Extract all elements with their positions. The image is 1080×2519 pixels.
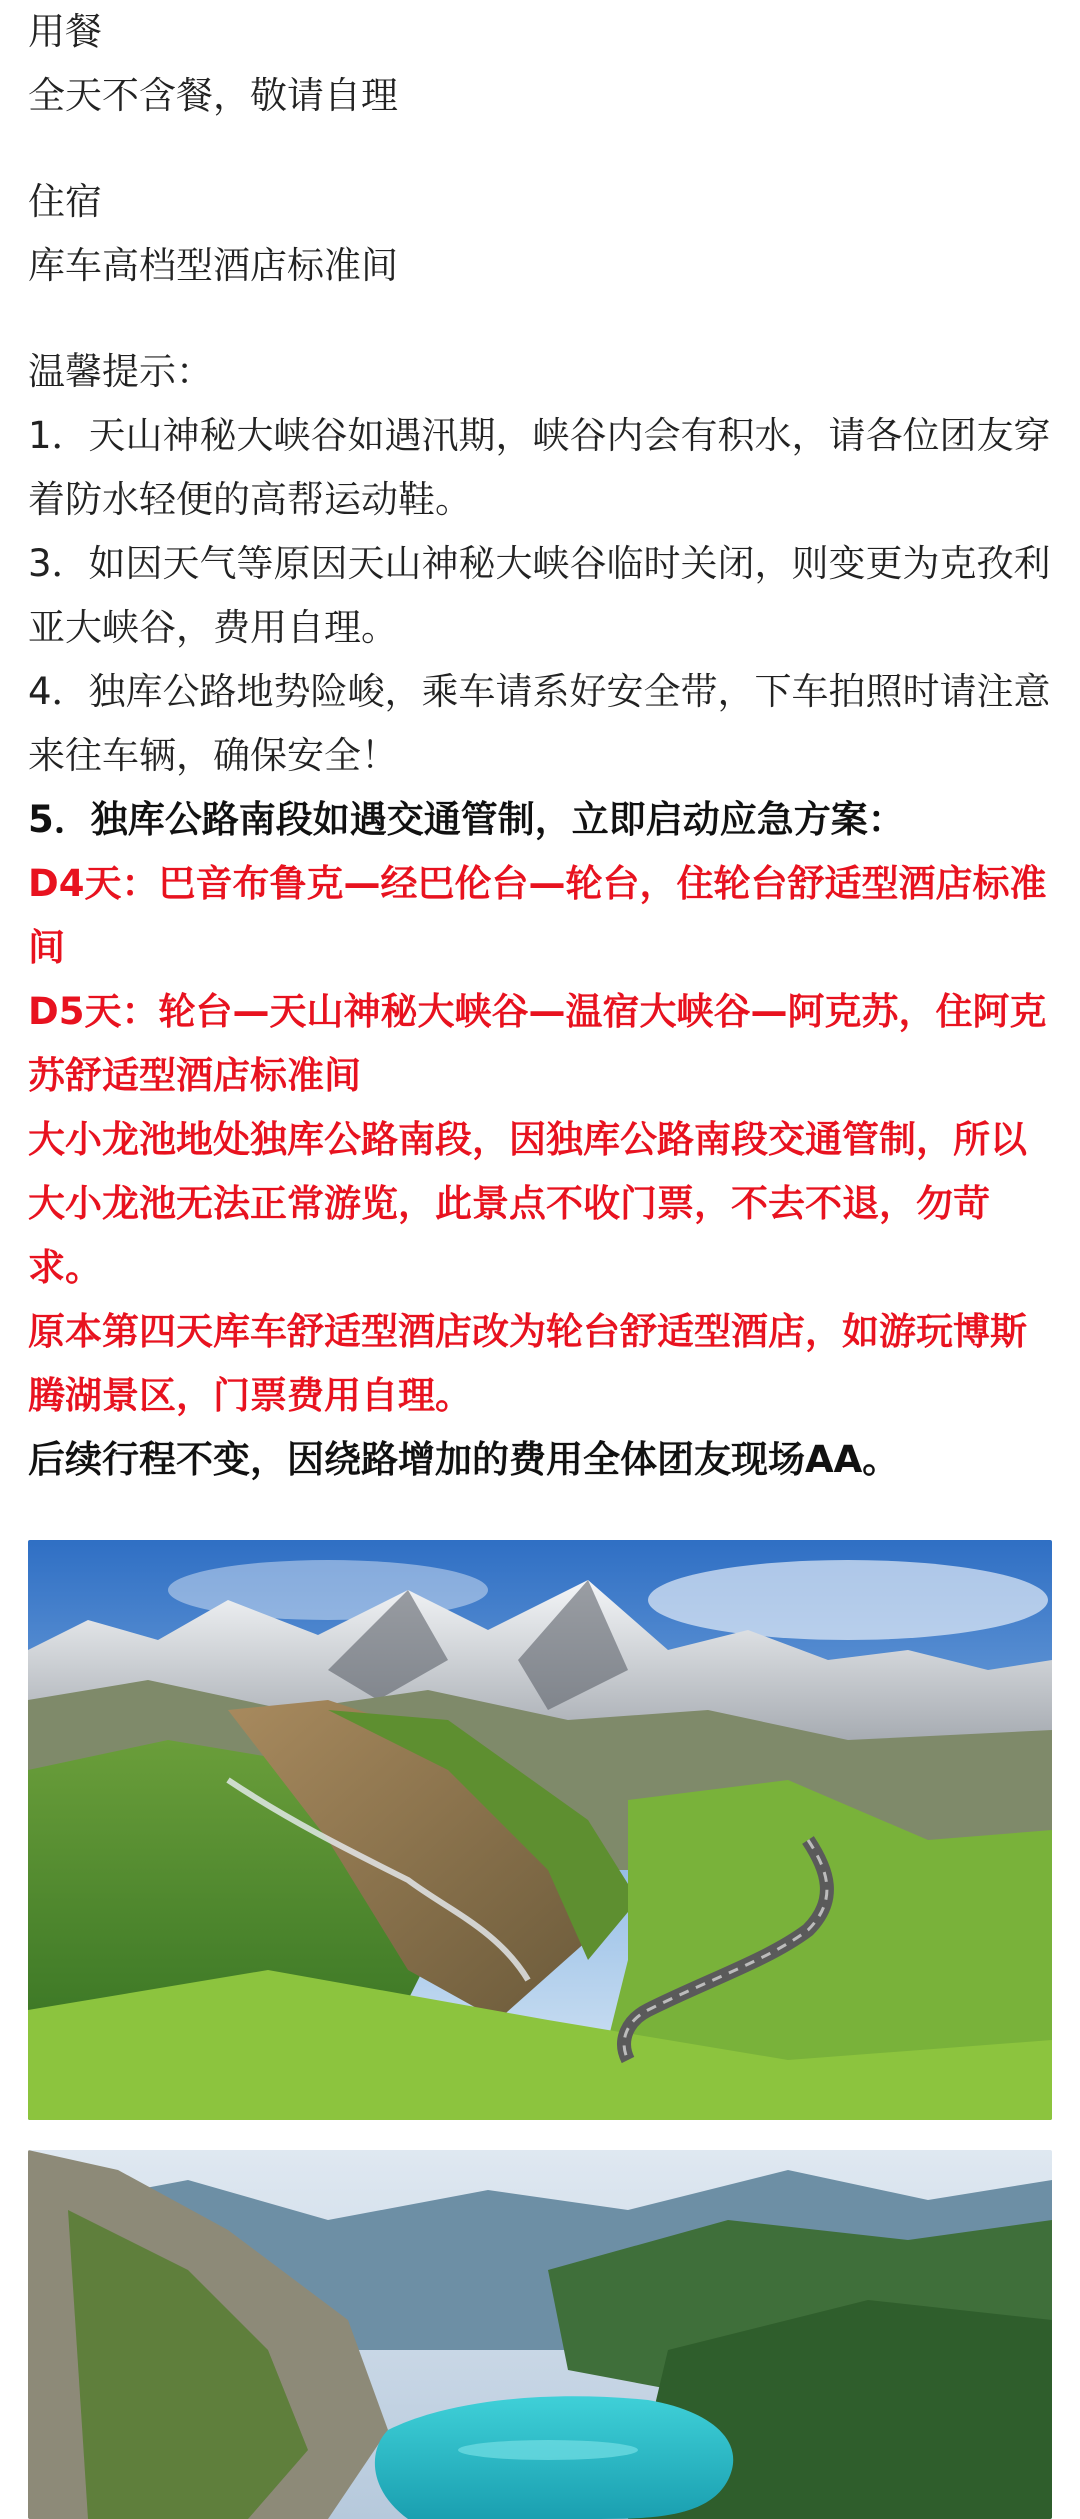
emergency-item-hotel: 原本第四天库车舒适型酒店改为轮台舒适型酒店，如游玩博斯腾湖景区，门票费用自理。: [28, 1310, 1027, 1417]
lodging-text: 库车高档型酒店标准间: [28, 244, 398, 287]
mountain-lake-photo: [28, 2150, 1052, 2519]
closing-note: 后续行程不变，因绕路增加的费用全体团友现场AA。: [28, 1438, 900, 1481]
tip-item-4: 4．独库公路地势险峻，乘车请系好安全带，下车拍照时请注意来往车辆，确保安全！: [28, 670, 1051, 777]
emergency-item-lakes: 大小龙池地处独库公路南段，因独库公路南段交通管制，所以大小龙池无法正常游览，此景点不收门票，不去不退，勿苛求。: [28, 1118, 1027, 1289]
itinerary-day-details: [28, 0, 1052, 1492]
tip-item-3: 3．如因天气等原因天山神秘大峡谷临时关闭，则变更为克孜利亚大峡谷，费用自理。: [28, 542, 1051, 649]
emergency-item-d4: D4天：巴音布鲁克—经巴伦台—轮台，住轮台舒适型酒店标准间: [28, 862, 1047, 969]
meal-heading: 用餐: [28, 10, 102, 53]
tip-item-1: 1．天山神秘大峡谷如遇汛期，峡谷内会有积水，请各位团友穿着防水轻便的高帮运动鞋。: [28, 414, 1051, 521]
tips-heading: 温馨提示：: [28, 350, 213, 393]
emergency-plan-title: 5．独库公路南段如遇交通管制，立即启动应急方案：: [28, 798, 905, 841]
lodging-heading: 住宿: [28, 180, 102, 223]
emergency-item-d5: D5天：轮台—天山神秘大峡谷—温宿大峡谷—阿克苏，住阿克苏舒适型酒店标准间: [28, 990, 1047, 1097]
meal-text: 全天不含餐，敬请自理: [28, 74, 398, 117]
mountain-valley-road-photo: [28, 1540, 1052, 2120]
